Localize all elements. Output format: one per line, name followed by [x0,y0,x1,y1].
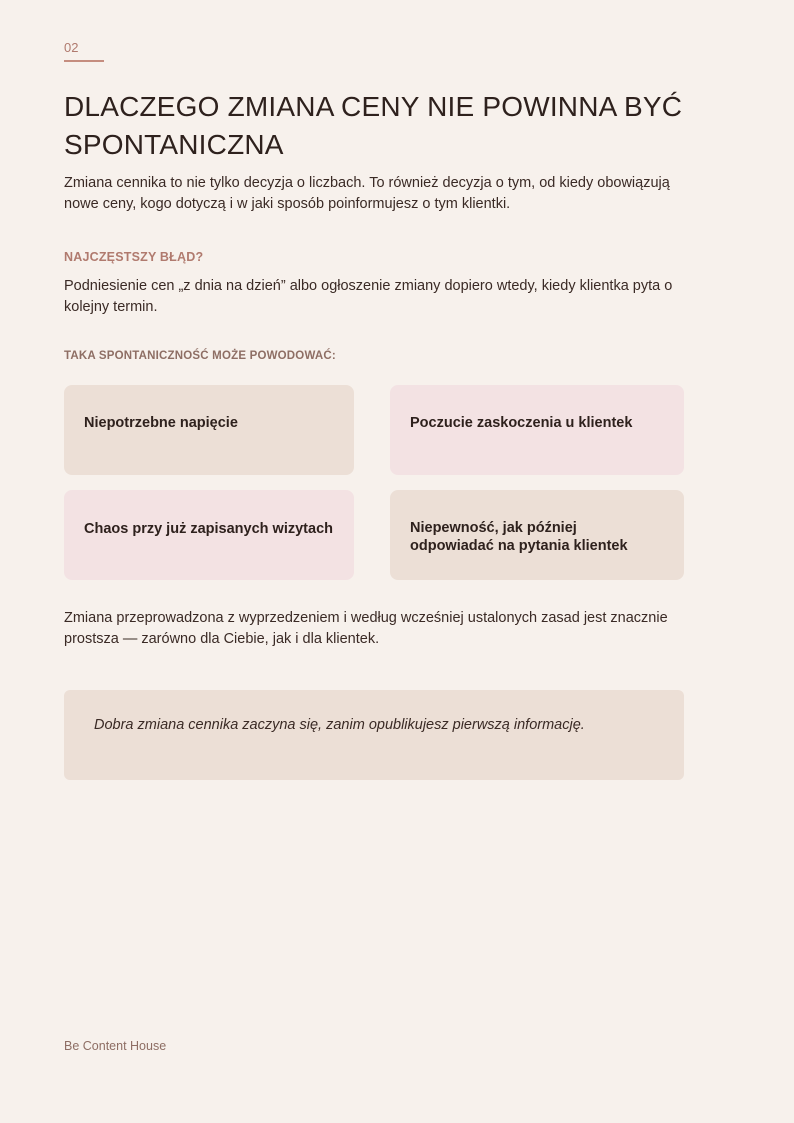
effect-card-label: Niepewność, jak później odpowiadać na pytania klientek [410,520,628,554]
intro-paragraph: Zmiana cennika to nie tylko decyzja o liczbach. To również decyzja o tym, od kiedy obowiązują nowe ceny, kogo dotyczą i w jaki sposób poinformujesz o tym klientki. [64,175,670,212]
footer-brand: Be Content House [64,1039,167,1053]
mistake-heading: NAJCZĘSTSZY BŁĄD? [64,250,204,264]
conclusion-paragraph: Zmiana przeprowadzona z wyprzedzeniem i według wcześniej ustalonych zasad jest znacznie prostsza — zarówno dla Ciebie, jak i dla klientek. [64,610,668,647]
page-number: 02 [64,40,79,55]
page-number-divider [64,60,104,62]
mistake-paragraph: Podniesienie cen „z dnia na dzień” albo ogłoszenie zmiany dopiero wtedy, kiedy klientka pyta o kolejny termin. [64,278,673,315]
effect-card-label: Niepotrzebne napięcie [84,415,238,431]
quote-text: Dobra zmiana cennika zaczyna się, zanim opublikujesz pierwszą informację. [94,717,585,733]
effect-card-label: Chaos przy już zapisanych wizytach [84,521,333,537]
page-title: DLACZEGO ZMIANA CENY NIE POWINNA BYĆ SPONTANICZNA [64,91,683,160]
quote-box [64,690,684,780]
effect-card-label: Poczucie zaskoczenia u klientek [410,415,633,431]
effect-card-chaos [64,490,354,580]
effect-card-tension [64,385,354,475]
effect-card-uncertainty [390,490,684,580]
effect-card-surprise [390,385,684,475]
effects-heading: TAKA SPONTANICZNOŚĆ MOŻE POWODOWAĆ: [64,350,336,362]
